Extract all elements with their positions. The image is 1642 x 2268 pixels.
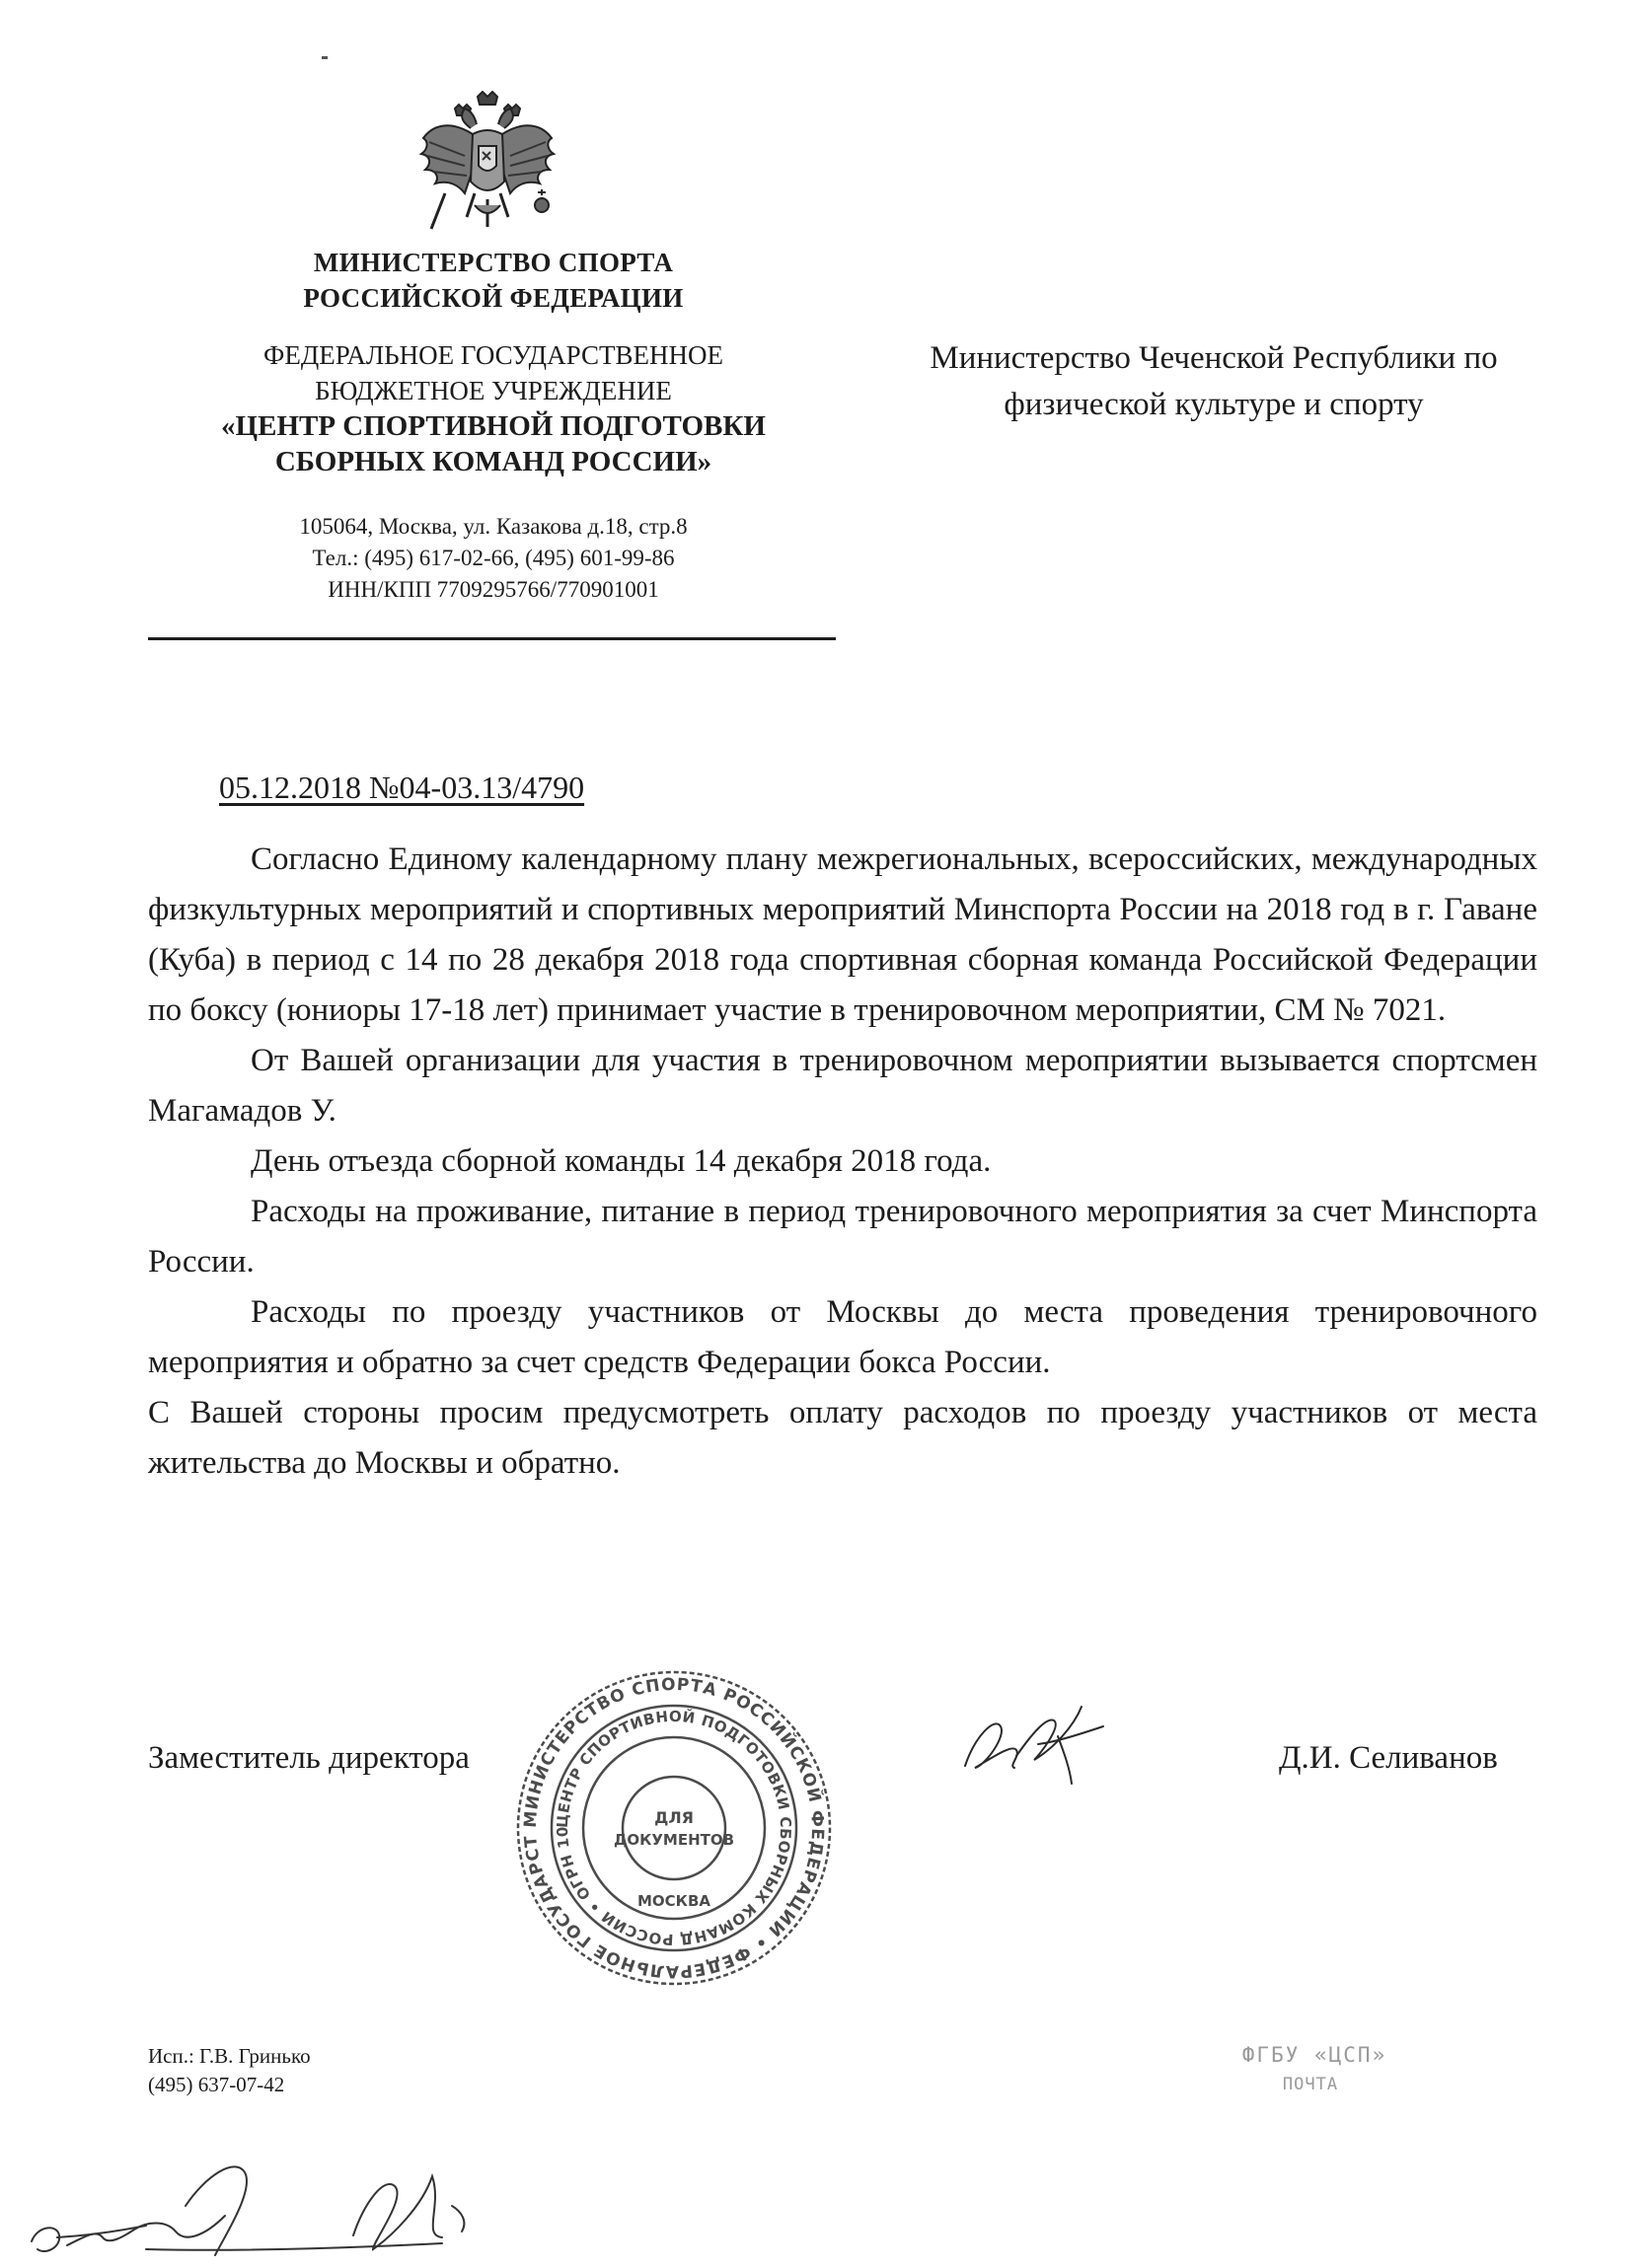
post-stamp-org: ФГБУ «ЦСП»	[1241, 2043, 1387, 2067]
executor-phone: (495) 637-07-42	[148, 2073, 285, 2096]
handwritten-signature	[955, 1697, 1111, 1788]
ministry-name	[148, 245, 839, 316]
double-headed-eagle-icon	[415, 91, 560, 239]
seal-inner-text: ЦЕНТР СПОРТИВНОЙ ПОДГОТОВКИ СБОРНЫХ КОМАНД РОССИИ • ОГРН 10	[553, 1707, 795, 1949]
header-divider	[148, 637, 836, 640]
bottom-handwritten-marks	[28, 2147, 491, 2263]
seal-city: МОСКВА	[637, 1892, 710, 1910]
letter-body	[148, 835, 1537, 1489]
org-address: 105064, Москва, ул. Казакова д.18, стр.8	[299, 514, 688, 539]
org-inn: ИНН/КПП 7709295766/770901001	[328, 577, 659, 602]
org-phone: Тел.: (495) 617-02-66, (495) 601-99-86	[312, 546, 675, 570]
round-seal-stamp	[511, 1665, 837, 1991]
signer-name: Д.И. Селиванов	[1279, 1740, 1498, 1776]
seal-outer-text: МИНИСТЕРСТВО СПОРТА РОССИЙСКОЙ ФЕДЕРАЦИИ • ФЕДЕРАЛЬНОЕ ГОСУДАРСТ	[520, 1674, 828, 1982]
org-line-3: «ЦЕНТР СПОРТИВНОЙ ПОДГОТОВКИ	[221, 410, 766, 442]
addressee	[849, 335, 1579, 428]
signer-title: Заместитель директора	[148, 1740, 470, 1776]
scan-speck	[322, 47, 328, 51]
addressee-line-1: Министерство Чеченской Республики по	[930, 340, 1498, 376]
seal-center-line-1: ДЛЯ	[654, 1808, 694, 1827]
executor-info	[148, 2042, 311, 2099]
executor-name: Исп.: Г.В. Гринько	[148, 2044, 311, 2068]
registration-number: 05.12.2018 №04-03.13/4790	[219, 769, 585, 805]
addressee-line-2: физической культуре и спорту	[1004, 387, 1424, 422]
body-paragraph: От Вашей организации для участия в тренировочном мероприятии вызывается спортсмен Магамадов У.	[148, 1043, 1537, 1129]
org-line-2: БЮДЖЕТНОЕ УЧРЕЖДЕНИЕ	[315, 376, 672, 405]
body-paragraph: Расходы на проживание, питание в период тренировочного мероприятия за счет Минспорта России.	[148, 1194, 1537, 1280]
body-paragraph: Согласно Единому календарному плану межрегиональных, всероссийских, международных физкультурных мероприятий и спортивных мероприятий Минспорта России на 2018 год в г. Гаване (Куба) в период с 14 по 28 декабря 2018 года спортивная сборная команда Российской Федерации по боксу (юниоры 17-18 лет) принимает участие в тренировочном мероприятии, СМ № 7021.	[148, 841, 1537, 1028]
body-paragraph: С Вашей стороны просим предусмотреть оплату расходов по проезду участников от места жительства до Москвы и обратно.	[148, 1395, 1537, 1481]
body-paragraph: День отъезда сборной команды 14 декабря 2018 года.	[251, 1143, 992, 1179]
org-line-1: ФЕДЕРАЛЬНОЕ ГОСУДАРСТВЕННОЕ	[263, 340, 723, 370]
org-line-4: СБОРНЫХ КОМАНД РОССИИ»	[274, 446, 712, 477]
body-paragraph: Расходы по проезду участников от Москвы до места проведения тренировочного мероприятия и обратно за счет средств Федерации бокса России.	[148, 1294, 1537, 1380]
org-contacts	[148, 511, 839, 606]
ministry-line-1: МИНИСТЕРСТВО СПОРТА	[313, 248, 674, 277]
ministry-line-2: РОССИЙСКОЙ ФЕДЕРАЦИИ	[303, 283, 684, 313]
organization-name	[148, 337, 839, 479]
post-stamp	[1196, 2036, 1433, 2103]
seal-center-line-2: ДОКУМЕНТОВ	[613, 1831, 735, 1849]
post-stamp-label: ПОЧТА	[1282, 2075, 1339, 2094]
